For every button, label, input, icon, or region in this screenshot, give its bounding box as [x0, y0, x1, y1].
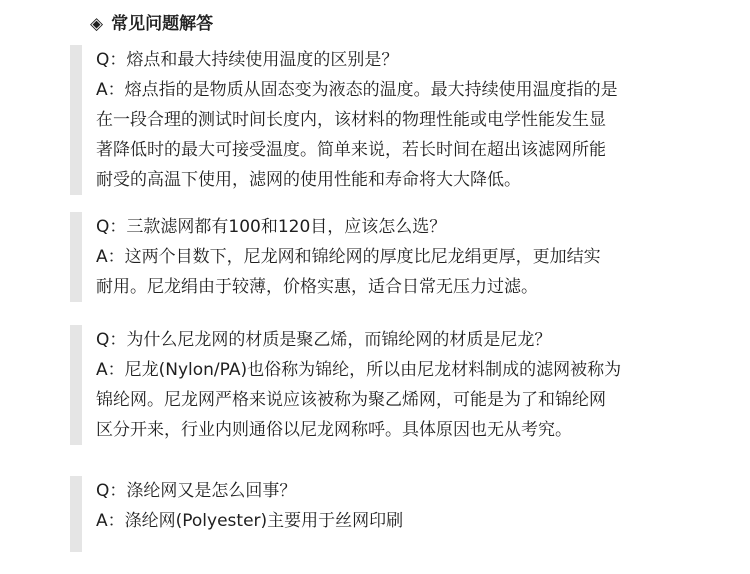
- faq-item: [70, 212, 710, 302]
- faq-answer-line: 著降低时的最大可接受温度。简单来说，若长时间在超出该滤网所能: [96, 140, 606, 160]
- faq-item: [70, 476, 710, 552]
- faq-answer-line: 耐受的高温下使用，滤网的使用性能和寿命将大大降低。: [96, 170, 521, 190]
- faq-answer-line: A：涤纶网(Polyester)主要用于丝网印刷: [96, 511, 404, 531]
- faq-question: Q：三款滤网都有100和120目，应该怎么选？: [96, 217, 447, 237]
- faq-answer-line: 锦纶网。尼龙网严格来说应该被称为聚乙烯网，可能是为了和锦纶网: [96, 390, 606, 410]
- faq-answer-line: A：尼龙(Nylon/PA)也俗称为锦纶，所以由尼龙材料制成的滤网被称为: [96, 360, 622, 380]
- diamond-icon: ◈: [90, 14, 104, 34]
- faq-answer-line: 在一段合理的测试时间长度内，该材料的物理性能或电学性能发生显: [96, 110, 606, 130]
- faq-answer-line: 区分开来，行业内则通俗以尼龙网称呼。具体原因也无从考究。: [96, 420, 572, 440]
- faq-question: Q：熔点和最大持续使用温度的区别是？: [96, 50, 399, 70]
- section-title: 常见问题解答: [111, 14, 214, 34]
- faq-answer-line: A：熔点指的是物质从固态变为液态的温度。最大持续使用温度指的是: [96, 80, 618, 100]
- section-header: [90, 12, 213, 36]
- faq-question: Q：为什么尼龙网的材质是聚乙烯，而锦纶网的材质是尼龙？: [96, 330, 552, 350]
- faq-answer-line: 耐用。尼龙绢由于较薄，价格实惠，适合日常无压力过滤。: [96, 277, 538, 297]
- faq-answer-line: A：这两个目数下，尼龙网和锦纶网的厚度比尼龙绢更厚，更加结实: [96, 247, 601, 267]
- faq-question: Q：涤纶网又是怎么回事？: [96, 481, 297, 501]
- faq-item: [70, 325, 710, 445]
- faq-item: [70, 45, 710, 195]
